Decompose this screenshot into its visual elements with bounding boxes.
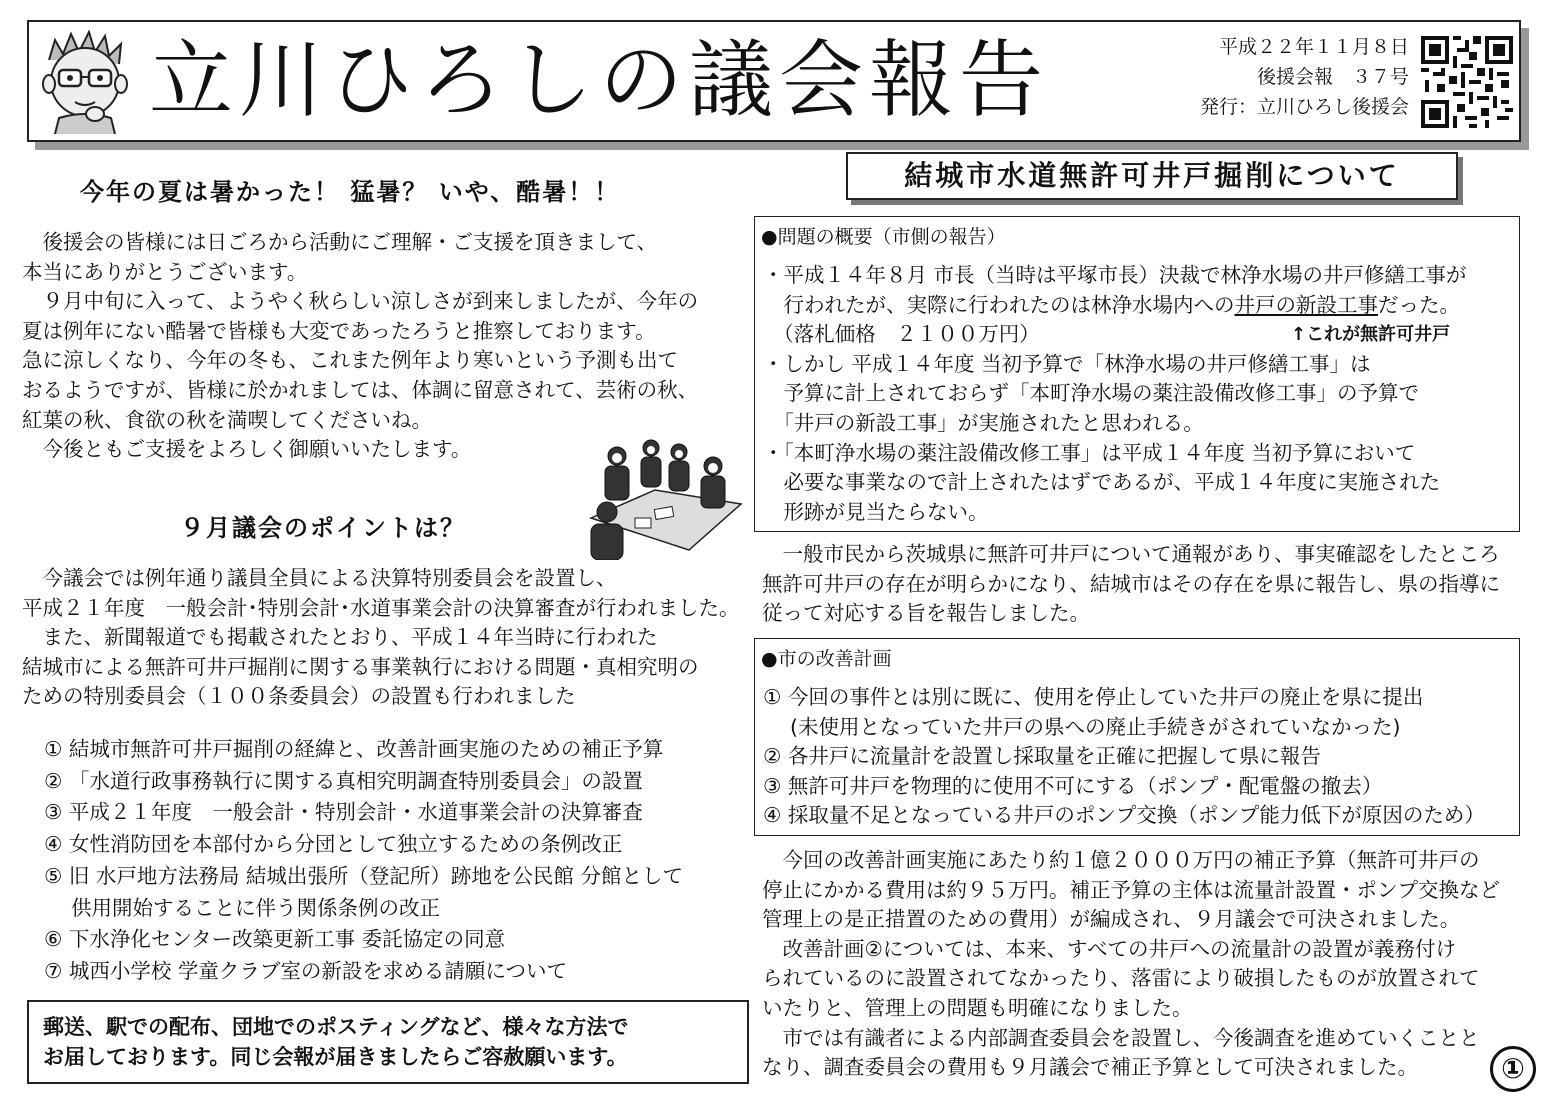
issue-info [1179,32,1409,122]
paragraph-line: 夏は例年にない酷暑で皆様も大変であったろうと推察しております。 [22,318,656,343]
points-list [44,734,683,988]
masthead [27,20,1521,142]
paragraph-line: 平成２１年度 一般会計･特別会計･水道事業会計の決算審査が行われました。 [22,595,740,620]
paragraph-line: また、新聞報道でも掲載されたとおり、平成１４年当時に行われた [22,625,658,650]
list-item: ③ 平成２１年度 一般会計・特別会計・水道事業会計の決算審査 [44,800,643,825]
paragraph-line: 停止にかかる費用は約９５万円。補正予算の主体は流量計設置・ポンプ交換など [762,877,1500,902]
overview-line [763,291,1513,321]
page-number: ① [1490,1046,1536,1092]
overview-line: 「井戸の新設工事」が実施されたと思われる。 [763,410,1204,435]
session-text [22,564,740,712]
notice-line: 郵送、駅での配布、団地でのポスティングなど、様々な方法で [43,1015,629,1039]
overview-line: ・平成１４年８月 市長（当時は平塚市長）決裁で林浄水場の井戸修繕工事が [763,263,1467,287]
overview-line: ・「本町浄水場の薬注設備改修工事」は平成１４年度 当初予算において [763,440,1416,465]
list-item: ① 結城市無許可井戸掘削の経緯と、改善計画実施のための補正予算 [44,737,664,761]
notice-line: お届しております。同じ会報が届きましたらご容赦願います。 [43,1045,628,1069]
overview-body [763,261,1513,527]
overview-text: 行われたが、実際に行われたのは林浄水場内への [763,292,1235,317]
overview-line: ・しかし 平成１４年度 当初予算で「林浄水場の井戸修繕工事」は [763,351,1371,376]
list-item: ⑦ 城西小学校 学童クラブ室の新設を求める請願について [44,958,567,983]
paragraph-line: ための特別委員会（１００条委員会）の設置も行われました [22,684,576,709]
list-item: ⑥ 下水浄化センター改築更新工事 委託協定の同意 [44,927,506,952]
meeting-illustration-icon [585,438,743,560]
paragraph-line: 今後ともご支援をよろしく御願いいたします。 [22,437,472,462]
paragraph-line: 無許可井戸の存在が明らかになり、結城市はその存在を県に報告し、県の指導に [762,571,1500,596]
plan-item: ④ 採取量不足となっている井戸のポンプ交換（ポンプ能力低下が原因のため） [763,803,1485,828]
paragraph-line: 管理上の是正措置のための費用）が編成され、９月議会で可決されました。 [762,907,1461,932]
plan-list [763,683,1513,831]
paragraph-line: 急に涼しくなり、今年の冬も、これまた例年より寒いという予測も出て [22,348,678,373]
mascot-caricature-icon [35,30,135,134]
plan-item: ② 各井戸に流量計を設置し採取量を正確に把握して県に報告 [763,744,1321,769]
overview-text: （落札価格 ２１００万円） [763,322,1040,347]
report-text [762,540,1500,629]
paragraph-line: 従って対応する旨を報告しました。 [762,601,1090,626]
paragraph-line: なり、調査委員会の費用も９月議会で補正予算として可決されました。 [762,1055,1418,1080]
issue-number: 後援会報 ３７号 [1256,66,1409,88]
paragraph-line: 後援会の皆様には日ごろから活動にご理解・ご支援を頂きまして、 [22,230,658,254]
delivery-notice-box [27,1000,749,1084]
list-item: ② 「水道行政事務執行に関する真相究明調査特別委員会」の設置 [44,768,643,793]
paragraph-line: 今回の改善計画実施にあたり約１億２０００万円の補正予算（無許可井戸の [762,848,1480,872]
paragraph-line: おるようですが、皆様に於かれましては、体調に留意されて、芸術の秋、 [22,377,699,402]
summer-heading: 今年の夏は暑かった！ 猛暑？ いや、酷暑！！ [80,178,621,206]
paragraph-line: られているのに設置されてなかったり、落雷により破損したものが放置されて [762,966,1480,991]
overview-box [754,216,1520,532]
issue-date: 平成２２年１１月８日 [1218,36,1409,58]
well-issue-heading: 結城市水道無許可井戸掘削について [846,152,1458,200]
overview-line: 必要な事業なので計上されたはずであるが、平成１４年度に実施された [763,470,1441,495]
paragraph-line: 紅葉の秋、食欲の秋を満喫してくださいね。 [22,407,432,432]
overview-text: だった。 [1378,292,1460,317]
september-heading: ９月議会のポイントは？ [180,514,466,542]
paragraph-line: 改善計画②については、本来、すべての井戸への流量計の設置が義務付け [762,936,1457,961]
plan-item: ③ 無許可井戸を物理的に使用不可にする（ポンプ・配電盤の撤去） [763,773,1383,798]
paragraph-line: 本当にありがとうございます。 [22,259,308,284]
intro-text [22,228,698,465]
paragraph-line: 今議会では例年通り議員全員による決算特別委員会を設置し、 [22,566,617,590]
newsletter-title: 立川ひろしの議会報告 [149,31,1050,129]
publisher: 発行：立川ひろし後援会 [1199,96,1409,118]
list-item: ④ 女性消防団を本部付から分団として独立するための条例改正 [44,832,623,857]
paragraph-line: ９月中旬に入って、ようやく秋らしい涼しさが到来しましたが、今年の [22,289,699,314]
list-item: ⑤ 旧 水戸地方法務局 結城出張所（登記所）跡地を公民館 分館として [44,863,683,888]
closing-text [762,846,1500,1083]
qr-code-icon [1421,36,1513,128]
plan-item: ① 今回の事件とは別に既に、使用を停止していた井戸の廃止を県に提出 [763,685,1424,709]
overview-line: 予算に計上されておらず「本町浄水場の薬注設備改修工事」の予算で [763,381,1419,406]
improvement-plan-box [754,638,1520,836]
unlicensed-well-callout: ↑これが無許可井戸 [1291,324,1451,346]
paragraph-line: 一般市民から茨城県に無許可井戸について通報があり、事実確認をしたところ [762,542,1500,566]
list-item: 供用開始することに伴う関係条例の改正 [44,895,441,920]
paragraph-line: 市では有識者による内部調査委員会を設置し、今後調査を進めていくことと [762,1025,1480,1050]
overview-title: ●問題の概要（市側の報告） [761,226,1006,248]
underlined-text: 井戸の新設工事 [1234,292,1378,317]
overview-line [763,320,1513,350]
paragraph-line: 結城市による無許可井戸掘削に関する事業執行における問題・真相究明の [22,654,699,679]
overview-line: 形跡が見当たらない。 [763,499,989,524]
plan-title: ●市の改善計画 [761,648,892,670]
plan-item: (未使用となっていた井戸の県への廃止手続きがされていなかった) [763,714,1401,739]
paragraph-line: いたりと、管理上の問題も明確になりました。 [762,995,1193,1020]
